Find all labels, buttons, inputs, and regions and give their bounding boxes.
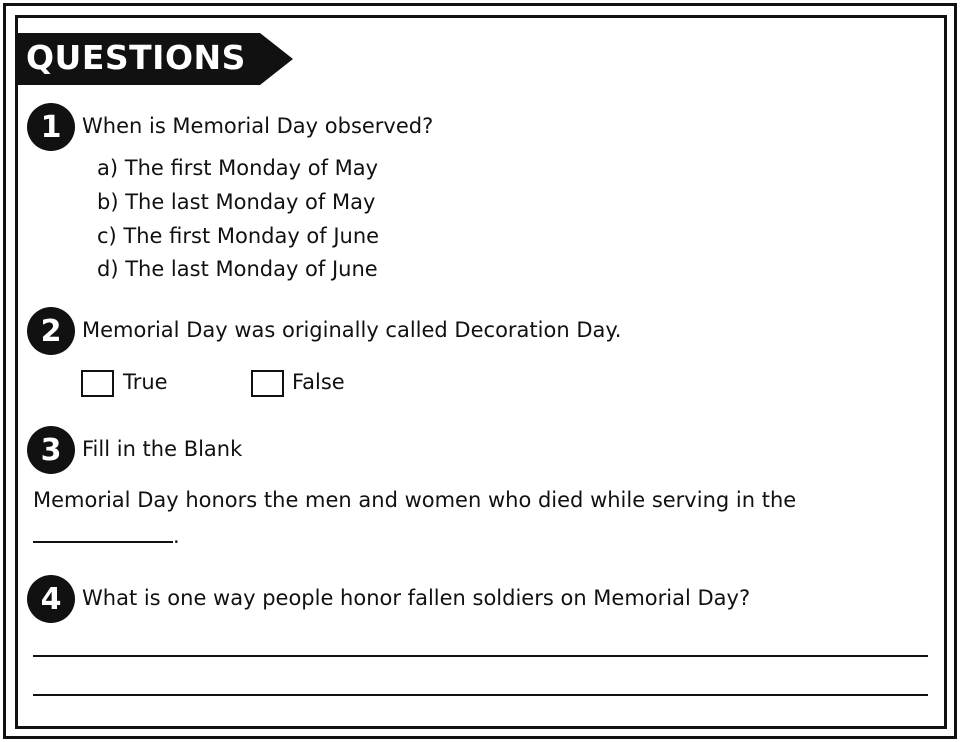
true-label: True: [123, 370, 168, 394]
question-4-number-badge: 4: [27, 575, 75, 623]
fill-in-blank-line[interactable]: [33, 541, 173, 543]
question-2-text: Memorial Day was originally called Decoration Day.: [82, 318, 622, 342]
true-checkbox[interactable]: [81, 370, 114, 397]
question-1-number-badge: 1: [27, 103, 75, 151]
questions-title: QUESTIONS: [26, 38, 246, 77]
answer-line-2[interactable]: [33, 694, 928, 696]
question-3-text: Fill in the Blank: [82, 437, 243, 461]
fill-in-sentence: Memorial Day honors the men and women who died while serving in the: [33, 488, 797, 512]
question-4-text: What is one way people honor fallen soldiers on Memorial Day?: [82, 586, 751, 610]
question-1-option-b[interactable]: b) The last Monday of May: [97, 190, 376, 214]
false-label: False: [292, 370, 345, 394]
question-1-option-d[interactable]: d) The last Monday of June: [97, 257, 378, 281]
question-1-option-c[interactable]: c) The first Monday of June: [97, 224, 380, 248]
question-1-option-a[interactable]: a) The first Monday of May: [97, 156, 379, 180]
answer-line-1[interactable]: [33, 655, 928, 657]
false-checkbox[interactable]: [251, 370, 284, 397]
question-3-number-badge: 3: [27, 426, 75, 474]
question-2-number-badge: 2: [27, 307, 75, 355]
fill-in-period: .: [173, 524, 180, 548]
question-1-text: When is Memorial Day observed?: [82, 114, 434, 138]
